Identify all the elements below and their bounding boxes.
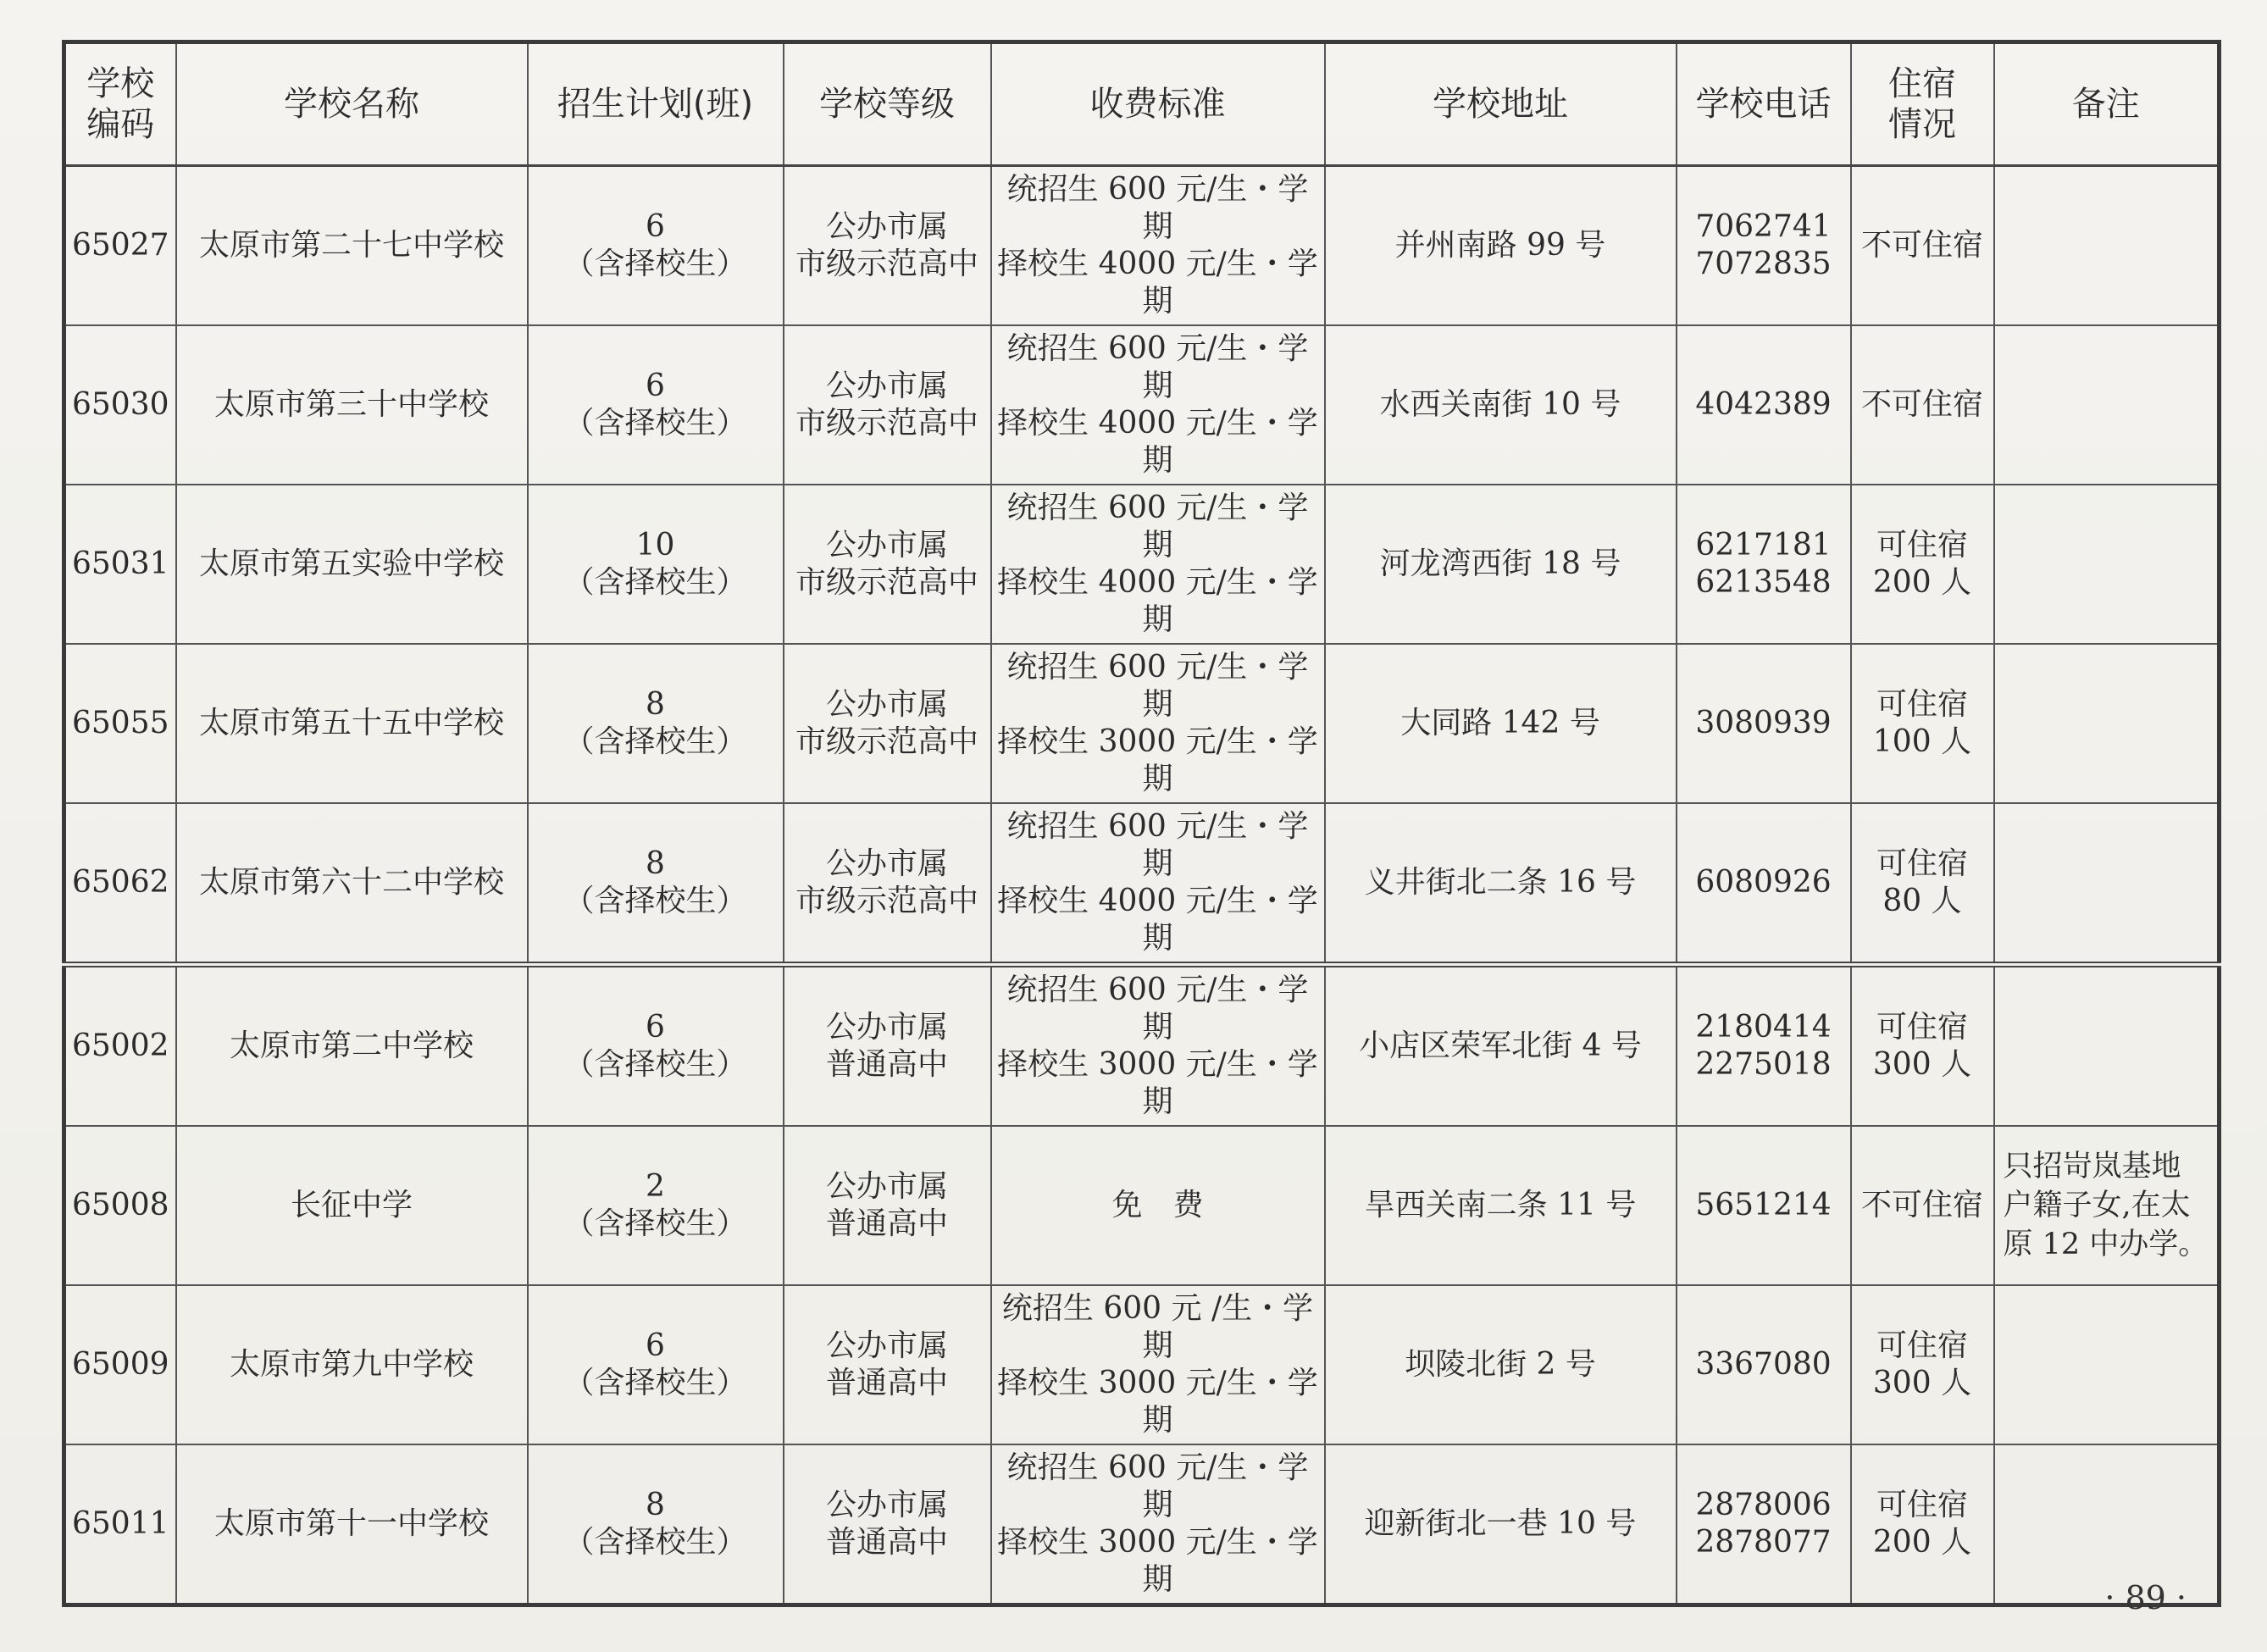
header-code-line1: 学校 (86, 64, 155, 103)
cell-address: 并州南路 99 号 (1325, 166, 1677, 326)
cell-note (1994, 644, 2220, 803)
header-school-phone: 学校电话 (1677, 42, 1851, 166)
fee-line1: 统招生 600 元/生・学期 (1006, 331, 1309, 403)
cell-level (784, 325, 991, 485)
fee-line2: 择校生 3000 元/生・学期 (997, 1047, 1318, 1119)
cell-level (784, 803, 991, 965)
table-row (64, 803, 2220, 965)
phone-line1: 2180414 (1695, 1010, 1832, 1045)
level-line1: 公办市属 (825, 209, 948, 244)
page-number: · 89 · (2104, 1579, 2187, 1616)
cell-address: 义井街北二条 16 号 (1325, 803, 1677, 965)
cell-phone (1677, 1126, 1851, 1285)
phone-line2: 2878077 (1695, 1525, 1832, 1560)
cell-fee (991, 644, 1325, 803)
level-line1: 公办市属 (825, 528, 948, 563)
cell-plan (528, 485, 784, 644)
cell-address: 旱西关南二条 11 号 (1325, 1126, 1677, 1285)
cell-fee (991, 1285, 1325, 1444)
fee-line1: 统招生 600 元/生・学期 (1006, 809, 1309, 881)
cell-name: 太原市第十一中学校 (176, 1444, 528, 1605)
cell-lodging (1851, 1126, 1994, 1285)
header-school-address: 学校地址 (1325, 42, 1677, 166)
fee-line2: 择校生 4000 元/生・学期 (997, 406, 1318, 478)
plan-count: 2 (646, 1169, 665, 1204)
level-line2: 普通高中 (825, 1206, 948, 1241)
fee-line1: 统招生 600 元 /生・学期 (1001, 1291, 1314, 1363)
cell-note (1994, 965, 2220, 1127)
cell-lodging (1851, 1285, 1994, 1444)
lodging-line2: 300 人 (1872, 1366, 1972, 1400)
phone-line1: 6217181 (1695, 528, 1832, 563)
cell-phone (1677, 1285, 1851, 1444)
cell-fee (991, 965, 1325, 1127)
plan-note: （含择校生） (563, 1206, 747, 1241)
header-lodging-line2: 情况 (1888, 105, 1956, 144)
level-line1: 公办市属 (825, 369, 948, 403)
phone-line2: 2275018 (1695, 1047, 1832, 1082)
cell-lodging (1851, 1444, 1994, 1605)
plan-count: 6 (646, 369, 665, 403)
cell-level (784, 1285, 991, 1444)
lodging-line1: 可住宿 (1876, 846, 1968, 881)
header-lodging-line1: 住宿 (1888, 64, 1956, 103)
school-table (62, 40, 2221, 1607)
cell-name: 太原市第五实验中学校 (176, 485, 528, 644)
level-line2: 普通高中 (825, 1366, 948, 1400)
level-line1: 公办市属 (825, 1328, 948, 1363)
phone-line1: 5651214 (1695, 1188, 1832, 1222)
cell-plan (528, 325, 784, 485)
cell-address: 坝陵北街 2 号 (1325, 1285, 1677, 1444)
lodging-line1: 可住宿 (1876, 528, 1968, 563)
lodging-line1: 不可住宿 (1860, 387, 1983, 422)
cell-phone (1677, 644, 1851, 803)
level-line2: 市级示范高中 (795, 247, 978, 281)
table-row (64, 166, 2220, 326)
cell-address: 水西关南街 10 号 (1325, 325, 1677, 485)
cell-phone (1677, 965, 1851, 1127)
level-line1: 公办市属 (825, 1169, 948, 1204)
cell-code: 65002 (64, 965, 176, 1127)
header-school-level: 学校等级 (784, 42, 991, 166)
phone-line1: 2878006 (1695, 1488, 1832, 1522)
table-row (64, 1285, 2220, 1444)
plan-count: 6 (646, 1328, 665, 1363)
cell-level (784, 644, 991, 803)
cell-phone (1677, 325, 1851, 485)
header-note: 备注 (1994, 42, 2220, 166)
table-row (64, 1444, 2220, 1605)
cell-fee (991, 166, 1325, 326)
phone-line2: 7072835 (1695, 247, 1832, 281)
fee-line1: 免 费 (1111, 1188, 1204, 1222)
level-line1: 公办市属 (825, 687, 948, 722)
level-line2: 普通高中 (825, 1047, 948, 1082)
cell-code: 65055 (64, 644, 176, 803)
cell-plan (528, 1126, 784, 1285)
phone-line1: 7062741 (1695, 209, 1832, 244)
fee-line1: 统招生 600 元/生・学期 (1006, 973, 1309, 1045)
cell-name: 太原市第三十中学校 (176, 325, 528, 485)
phone-line1: 6080926 (1695, 865, 1832, 900)
cell-name: 长征中学 (176, 1126, 528, 1285)
lodging-line1: 可住宿 (1876, 1010, 1968, 1045)
fee-line2: 择校生 4000 元/生・学期 (997, 884, 1318, 956)
phone-line1: 3080939 (1695, 706, 1832, 740)
lodging-line2: 200 人 (1872, 1525, 1972, 1560)
cell-phone (1677, 803, 1851, 965)
header-fee-standard: 收费标准 (991, 42, 1325, 166)
cell-fee (991, 1444, 1325, 1605)
cell-plan (528, 965, 784, 1127)
cell-level (784, 485, 991, 644)
fee-line1: 统招生 600 元/生・学期 (1006, 650, 1309, 722)
cell-code: 65027 (64, 166, 176, 326)
cell-name: 太原市第六十二中学校 (176, 803, 528, 965)
fee-line2: 择校生 4000 元/生・学期 (997, 247, 1318, 319)
lodging-line1: 不可住宿 (1860, 228, 1983, 263)
cell-plan (528, 1285, 784, 1444)
cell-lodging (1851, 803, 1994, 965)
cell-lodging (1851, 325, 1994, 485)
cell-level (784, 1444, 991, 1605)
lodging-line2: 200 人 (1872, 565, 1972, 600)
lodging-line1: 可住宿 (1876, 1328, 1968, 1363)
plan-count: 8 (646, 1488, 665, 1522)
cell-address: 河龙湾西街 18 号 (1325, 485, 1677, 644)
cell-lodging (1851, 485, 1994, 644)
cell-plan (528, 644, 784, 803)
cell-phone (1677, 485, 1851, 644)
table-header-row (64, 42, 2220, 166)
phone-line1: 4042389 (1695, 387, 1832, 422)
lodging-line2: 300 人 (1872, 1047, 1972, 1082)
plan-count: 6 (646, 1010, 665, 1045)
cell-note (1994, 485, 2220, 644)
plan-note: （含择校生） (563, 1047, 747, 1082)
cell-fee (991, 1126, 1325, 1285)
level-line2: 市级示范高中 (795, 406, 978, 441)
cell-name: 太原市第二中学校 (176, 965, 528, 1127)
cell-lodging (1851, 166, 1994, 326)
cell-plan (528, 803, 784, 965)
header-school-code (64, 42, 176, 166)
plan-note: （含择校生） (563, 884, 747, 918)
cell-level (784, 166, 991, 326)
cell-code: 65009 (64, 1285, 176, 1444)
cell-plan (528, 166, 784, 326)
plan-count: 10 (635, 528, 675, 563)
level-line2: 普通高中 (825, 1525, 948, 1560)
plan-count: 6 (646, 209, 665, 244)
cell-note (1994, 166, 2220, 326)
cell-note (1994, 803, 2220, 965)
table-row (64, 325, 2220, 485)
cell-fee (991, 803, 1325, 965)
cell-name: 太原市第九中学校 (176, 1285, 528, 1444)
fee-line2: 择校生 3000 元/生・学期 (997, 1366, 1318, 1438)
cell-phone (1677, 1444, 1851, 1605)
table-row (64, 1126, 2220, 1285)
header-lodging (1851, 42, 1994, 166)
fee-line2: 择校生 3000 元/生・学期 (997, 1525, 1318, 1597)
cell-name: 太原市第五十五中学校 (176, 644, 528, 803)
plan-count: 8 (646, 846, 665, 881)
cell-address: 大同路 142 号 (1325, 644, 1677, 803)
cell-phone (1677, 166, 1851, 326)
plan-note: （含择校生） (563, 724, 747, 759)
cell-fee (991, 325, 1325, 485)
cell-lodging (1851, 644, 1994, 803)
cell-code: 65030 (64, 325, 176, 485)
fee-line1: 统招生 600 元/生・学期 (1006, 172, 1309, 244)
level-line2: 市级示范高中 (795, 724, 978, 759)
lodging-line1: 可住宿 (1876, 687, 1968, 722)
table-row (64, 644, 2220, 803)
cell-code: 65008 (64, 1126, 176, 1285)
phone-line1: 3367080 (1695, 1347, 1832, 1382)
phone-line2: 6213548 (1695, 565, 1832, 600)
plan-note: （含择校生） (563, 406, 747, 441)
level-line2: 市级示范高中 (795, 565, 978, 600)
cell-lodging (1851, 965, 1994, 1127)
level-line2: 市级示范高中 (795, 884, 978, 918)
cell-fee (991, 485, 1325, 644)
cell-note (1994, 1285, 2220, 1444)
cell-name: 太原市第二十七中学校 (176, 166, 528, 326)
level-line1: 公办市属 (825, 846, 948, 881)
cell-note: 只招岢岚基地户籍子女,在太原 12 中办学。 (1994, 1126, 2220, 1285)
header-enrollment-plan: 招生计划(班) (528, 42, 784, 166)
fee-line2: 择校生 3000 元/生・学期 (997, 724, 1318, 796)
cell-address: 小店区荣军北街 4 号 (1325, 965, 1677, 1127)
header-school-name: 学校名称 (176, 42, 528, 166)
cell-code: 65031 (64, 485, 176, 644)
cell-level (784, 965, 991, 1127)
plan-note: （含择校生） (563, 1525, 747, 1560)
table-row (64, 485, 2220, 644)
cell-code: 65062 (64, 803, 176, 965)
cell-note (1994, 325, 2220, 485)
fee-line1: 统招生 600 元/生・学期 (1006, 1450, 1309, 1522)
cell-level (784, 1126, 991, 1285)
header-code-line2: 编码 (86, 105, 155, 144)
plan-note: （含择校生） (563, 565, 747, 600)
plan-note: （含择校生） (563, 247, 747, 281)
level-line1: 公办市属 (825, 1488, 948, 1522)
plan-note: （含择校生） (563, 1366, 747, 1400)
cell-address: 迎新街北一巷 10 号 (1325, 1444, 1677, 1605)
fee-line2: 择校生 4000 元/生・学期 (997, 565, 1318, 637)
lodging-line1: 不可住宿 (1860, 1188, 1983, 1222)
cell-plan (528, 1444, 784, 1605)
fee-line1: 统招生 600 元/生・学期 (1006, 491, 1309, 563)
plan-count: 8 (646, 687, 665, 722)
table-row (64, 965, 2220, 1127)
cell-code: 65011 (64, 1444, 176, 1605)
level-line1: 公办市属 (825, 1010, 948, 1045)
lodging-line1: 可住宿 (1876, 1488, 1968, 1522)
lodging-line2: 100 人 (1872, 724, 1972, 759)
lodging-line2: 80 人 (1882, 884, 1962, 918)
